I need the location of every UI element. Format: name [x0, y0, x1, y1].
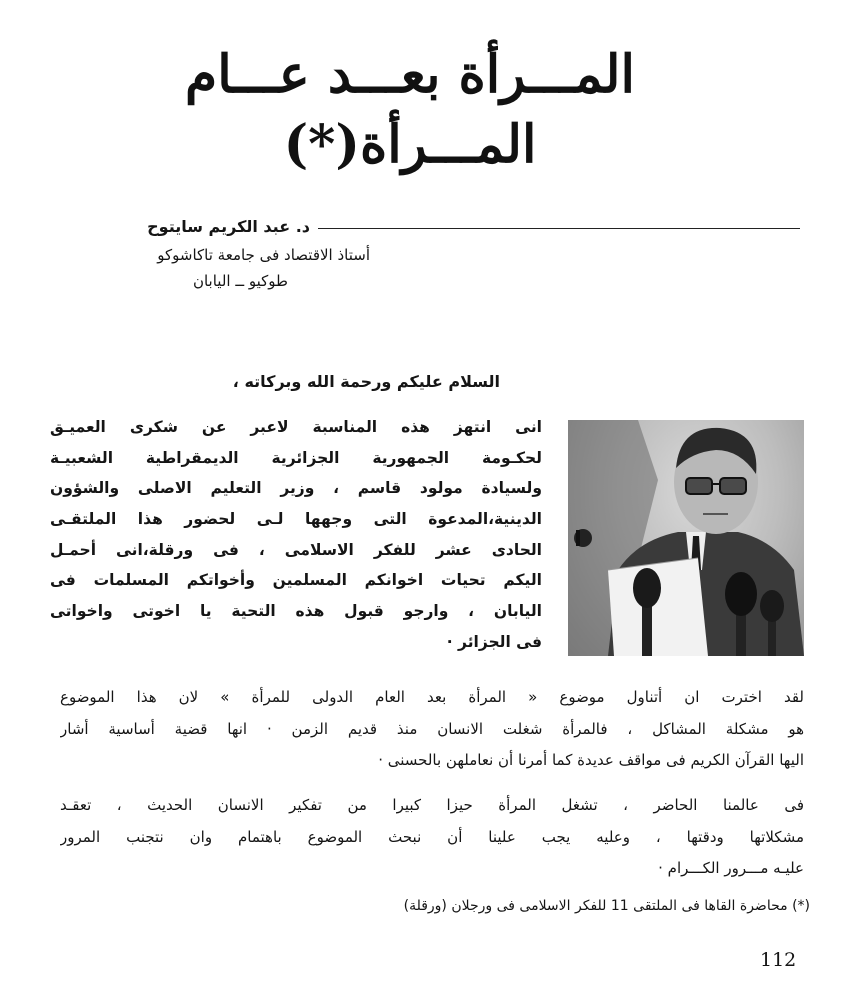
- intro-line: فى الجزائر ·: [446, 632, 542, 651]
- intro-line: لحكـومة الجمهورية الجزائرية الديمقراطية الشعبيـة: [50, 448, 542, 467]
- paragraph-line: مشكلاتها ودقتها ، وعليه يجب علينا أن نبحث الموضوع باهتمام وان نتجنب المرور: [60, 827, 804, 846]
- body-paragraph-topic: [60, 682, 804, 777]
- intro-line: انى انتهز هذه المناسبة لاعبر عن شكرى العميـق: [50, 418, 542, 436]
- intro-line: اليابان ، وارجو قبول هذه التحية يا اخوتى واخواتى: [50, 602, 542, 621]
- author-affiliation-line-1: أستاذ الاقتصاد فى جامعة تاكاشوكو: [157, 246, 370, 264]
- paragraph-line: هو مشكلة المشاكل ، فالمرأة شغلت الانسان منذ قديم الزمن · انها قضية أساسية أشار: [60, 719, 804, 738]
- intro-line: الدينية،المدعوة التى وجهها لـى لحضور هذا الملتقـى: [50, 510, 542, 529]
- author-photo-illustration: [568, 420, 804, 656]
- author-name: د. عبد الكريم سايتوح: [147, 217, 310, 236]
- paragraph-line: اليها القرآن الكريم فى مواقف عديدة كما أمرنا أن نعاملهن بالحسنى ·: [378, 751, 804, 769]
- body-paragraph-present-world: [60, 790, 804, 885]
- author-affiliation-line-2: طوكيو ــ اليابان: [192, 272, 288, 290]
- footnote: (*) محاضرة القاها فى الملتقى 11 للفكر الاسلامى فى ورجلان (ورقلة): [403, 898, 810, 914]
- author-divider-line: [318, 228, 800, 229]
- intro-line: ولسيادة مولود قاسم ، وزير التعليم الاصلى والشؤون: [50, 479, 542, 498]
- article-title: المـــرأة بعـــد عـــام المـــرأة(*): [185, 44, 635, 175]
- intro-paragraph: [50, 412, 542, 658]
- intro-line: اليكم تحيات اخوانكم المسلمين وأخواتكم المسلمات فى: [50, 571, 542, 590]
- greeting: السلام عليكم ورحمة الله وبركاته ،: [232, 372, 500, 391]
- paragraph-line: عليـه مـــرور الكـــرام ·: [658, 859, 804, 877]
- paragraph-line: فى عالمنا الحاضر ، تشغل المرأة حيزا كبيرا من تفكير الانسان الحديث ، تعقـد: [60, 796, 804, 814]
- paragraph-line: لقد اخترت ان أتناول موضوع « المرأة بعد العام الدولى للمرأة » لان هذا الموضوع: [60, 688, 804, 706]
- page-number: 112: [760, 949, 797, 971]
- author-photo: [568, 420, 804, 656]
- intro-line: الحادى عشر للفكر الاسلامى ، فى ورقلة،انى أحمـل: [50, 540, 542, 559]
